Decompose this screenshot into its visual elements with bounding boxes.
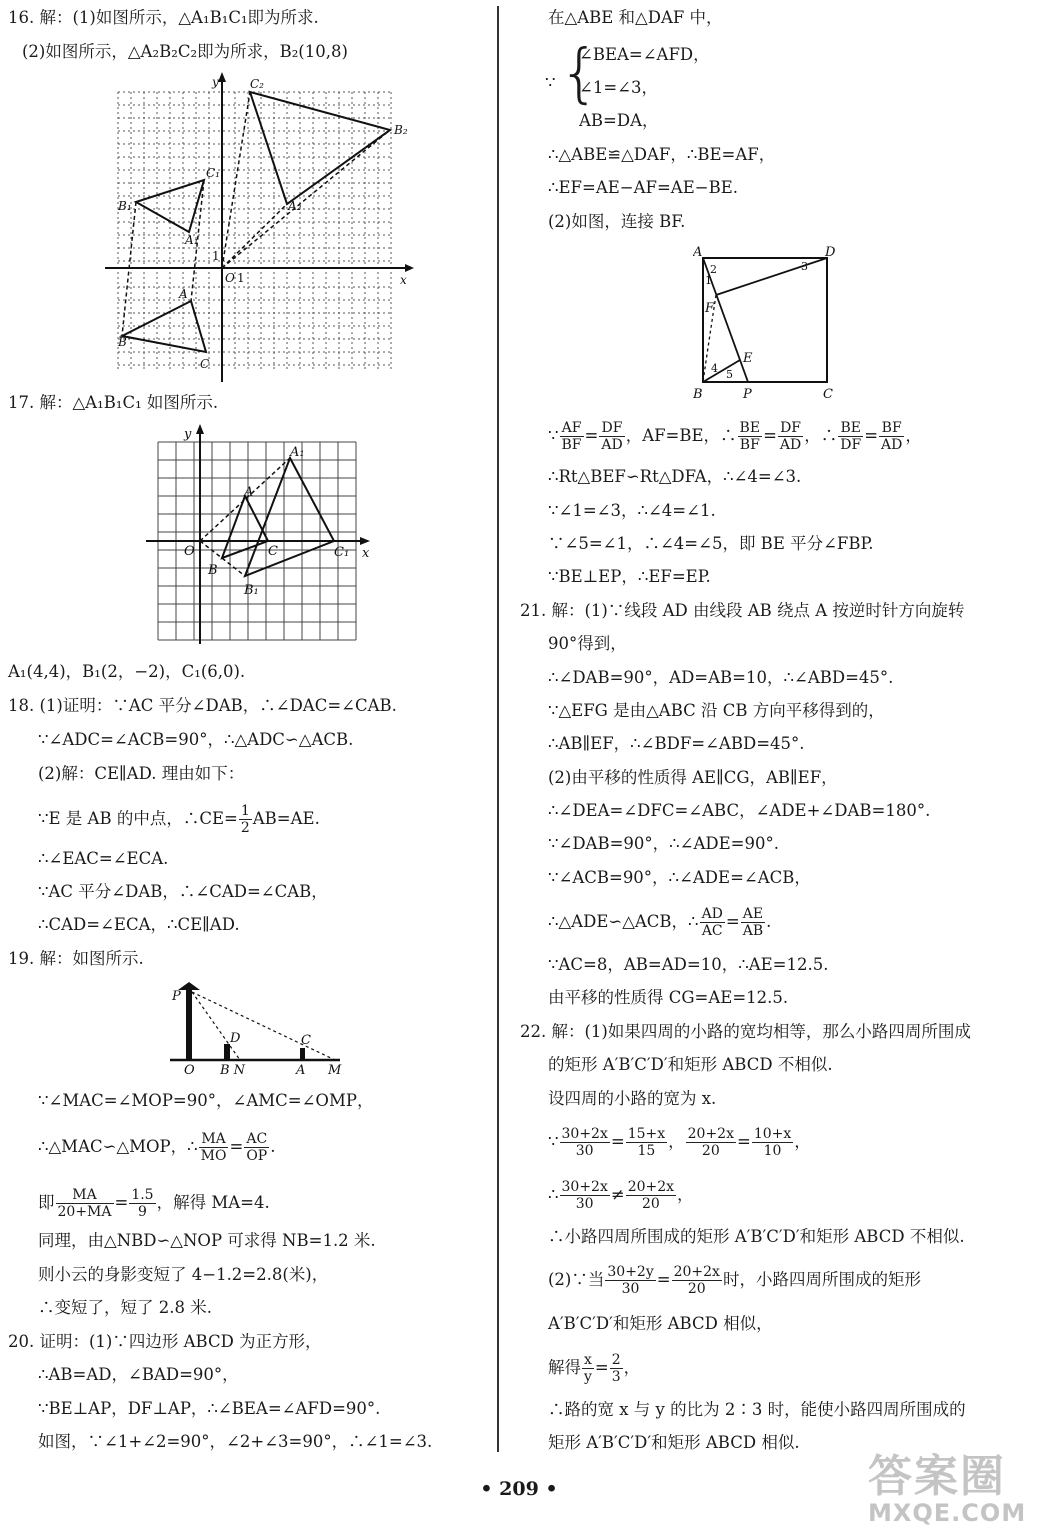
q18-line5: ∴∠EAC=∠ECA. (38, 849, 169, 868)
q21-line1: 21. 解：(1)∵线段 AD 由线段 AB 绕点 A 按逆时针方向旋转 (520, 601, 965, 620)
q20-label-a: A (693, 245, 703, 260)
q18-line6: ∵AC 平分∠DAB，∴∠CAD=∠CAB， (38, 882, 328, 901)
q22-l4-text-a: ∵ (548, 1132, 559, 1151)
q22-line3: 设四周的小路的宽为 x. (548, 1089, 717, 1108)
q21-f2-num: AE (741, 906, 765, 923)
q16-coordinate-grid-figure (100, 72, 420, 384)
q19-frac4-num: 1.5 (131, 1187, 154, 1203)
q18-line1: 18. (1)证明：∵AC 平分∠DAB，∴∠DAC=∠CAB. (8, 696, 397, 715)
q17-axes (146, 424, 370, 644)
q19-line1: 19. 解：如图所示. (8, 949, 144, 968)
q16-label-b2: B₂ (394, 123, 408, 137)
q19-label-bn: B N (220, 1063, 246, 1076)
q20-line1: 20. 证明：(1)∵四边形 ABCD 为正方形， (8, 1332, 322, 1351)
q21-l10-text-a: ∴△ADE∽△ACB，∴ (548, 912, 699, 931)
q18-fraction-half (239, 803, 252, 836)
q20-f2-den: AD (601, 437, 623, 453)
q22-l5-f1-num: 30+2x (561, 1179, 608, 1195)
q18-line4-text-a: ∵E 是 AB 的中点，∴CE= (38, 809, 238, 828)
q19-line4-text-a: 即 (38, 1193, 55, 1212)
q20-r8-mid: ，AF=BE，∴ (625, 426, 737, 445)
watermark-logo (868, 1451, 1028, 1530)
q22-l7-f1-num: 30+2y (607, 1264, 654, 1280)
q19-fraction-ac-op (244, 1131, 269, 1164)
q16-label-one: 1 (237, 271, 245, 285)
q16-label-a: A (179, 287, 188, 301)
q19-line3-eq: = (229, 1137, 244, 1156)
q17-label-b1: B₁ (244, 583, 259, 598)
q20-line3: ∵BE⊥AP，DF⊥AP，∴∠BEA=∠AFD=90°. (38, 1399, 381, 1418)
q17-labels (183, 427, 370, 598)
q22-l9-frac2 (610, 1352, 623, 1385)
q22-line11: 矩形 A′B′C′D′和矩形 ABCD 相似. (548, 1433, 800, 1452)
q21-line11: ∵AC=8，AB=AD=10，∴AE=12.5. (548, 955, 829, 974)
q22-l4-frac3 (686, 1126, 736, 1159)
q20-system-line2: ∠1=∠3， (579, 78, 658, 97)
q22-l9-f2-den: 3 (611, 1369, 621, 1385)
q22-l9-f1-num: x (582, 1352, 594, 1369)
q20-f4-num: DF (778, 420, 803, 437)
q21-line10 (548, 906, 771, 939)
q20-f6-num: BF (879, 420, 904, 437)
q19-shadow-figure (160, 978, 350, 1076)
watermark-chars: 答案圈 (868, 1451, 1006, 1502)
q20-f5-num: BE (838, 420, 863, 437)
q18-fraction-num: 1 (240, 803, 250, 819)
q19-person-b (224, 1044, 230, 1060)
q16-label-b: B (118, 335, 127, 349)
q20-label-c: C (823, 387, 833, 402)
q16-label-c: C (200, 357, 210, 371)
q22-l7-f2-den: 20 (687, 1281, 706, 1297)
q21-line2: 90°得到， (548, 634, 627, 653)
q21-f2-den: AB (742, 923, 764, 939)
q22-l9-eq: = (594, 1358, 609, 1377)
q22-line9 (548, 1352, 640, 1385)
q22-l9-text-b: ， (623, 1358, 641, 1377)
q16-line2: (2)如图所示，△A₂B₂C₂即为所求，B₂(10,8) (22, 42, 348, 61)
q17-label-a1: A₁ (290, 445, 305, 460)
q20-frac-bf-ad (879, 420, 904, 453)
q21-line5: ∴AB∥EF，∴∠BDF=∠ABD=45°. (548, 734, 805, 753)
q22-line7 (548, 1264, 921, 1297)
q22-l9-text-a: 解得 (548, 1358, 581, 1377)
q22-l5-f2-den: 20 (641, 1196, 660, 1212)
q21-l10-eq: = (725, 912, 740, 931)
q21-f1-num: AD (701, 906, 723, 922)
q22-l4-f1-den: 30 (575, 1143, 594, 1159)
q19-line7: ∴变短了，短了 2.8 米. (38, 1298, 212, 1317)
q16-line1: 16. 解：(1)如图所示，△A₁B₁C₁即为所求. (8, 8, 319, 27)
q20-frac-be-bf (738, 420, 763, 453)
q19-fraction-ma-sum (56, 1187, 114, 1220)
q16-label-x: x (400, 273, 407, 287)
q21-line7: ∴∠DEA=∠DFC=∠ABC，∠ADE+∠DAB=180°. (548, 801, 931, 820)
q17-label-b: B (208, 563, 218, 578)
q19-fraction-ma-mo (199, 1131, 229, 1164)
q22-l4-f3-den: 20 (701, 1143, 720, 1159)
q21-frac-ae-ab (741, 906, 765, 939)
q19-fraction-ratio (129, 1187, 155, 1220)
q20-right-line1: 在△ABE 和△DAF 中， (548, 8, 723, 27)
q20-f2-num: DF (599, 420, 624, 437)
q20-f3-num: BE (739, 420, 761, 436)
q20-label-d: D (825, 245, 836, 260)
q19-label-d: D (230, 1031, 241, 1046)
q21-line8: ∵∠DAB=90°，∴∠ADE=90°. (548, 834, 779, 853)
q20-r8-text-b: ， (905, 426, 922, 445)
q22-l4-text-b: ， (794, 1132, 811, 1151)
q20-right-line9: ∴Rt△BEF∽Rt△DFA，∴∠4=∠3. (548, 467, 802, 486)
q22-l4-f4-den: 10 (763, 1143, 782, 1159)
q19-line4-eq: = (114, 1193, 129, 1212)
q20-r8-eq3: = (864, 426, 879, 445)
q17-label-c: C (268, 544, 278, 559)
q18-fraction-den: 2 (240, 820, 250, 836)
q20-line2: ∴AB=AD，∠BAD=90°， (38, 1365, 239, 1384)
q19-label-a: A (296, 1063, 306, 1076)
q20-right-line12: ∵BE⊥EP，∴EF=EP. (548, 567, 711, 586)
q18-line4-text-b: AB=AE. (252, 809, 320, 828)
q22-l4-f2-num: 15+x (627, 1126, 666, 1142)
q20-frac-af-bf (560, 420, 584, 453)
q20-square-figure (693, 240, 843, 405)
q17-coordinate-grid-figure (140, 424, 375, 646)
q22-l7-frac2 (672, 1264, 722, 1297)
q20-r8-eq2: = (763, 426, 777, 445)
q22-l4-frac4 (752, 1126, 793, 1159)
q22-l4-frac1 (560, 1126, 610, 1159)
q21-f1-den: AC (701, 923, 723, 939)
q20-frac-be-df (838, 420, 863, 453)
q19-labels (171, 989, 342, 1076)
q18-line3: (2)解：CE∥AD. 理由如下： (38, 764, 245, 783)
q20-f1-num: AF (560, 420, 584, 437)
q21-line4: ∵△EFG 是由△ABC 沿 CB 方向平移得到的， (548, 701, 885, 720)
q20-label-p: P (743, 387, 752, 402)
q16-label-a1: A₁ (185, 233, 199, 247)
q19-person-a (300, 1048, 305, 1060)
q18-line4 (38, 803, 320, 836)
q22-l5-frac1 (560, 1179, 610, 1212)
q22-line4 (548, 1126, 811, 1159)
q20-lines (703, 258, 827, 382)
q20-f4-den: AD (779, 437, 802, 453)
q20-right-line10: ∵∠1=∠3，∴∠4=∠1. (548, 501, 716, 520)
q19-light-rays (192, 992, 335, 1060)
q16-label-o: O (225, 271, 235, 285)
q22-l9-f2-num: 2 (611, 1352, 621, 1368)
q19-line4-text-b: ，解得 MA=4. (156, 1193, 270, 1212)
q20-f5-den: DF (840, 437, 862, 453)
q20-label-f: F (705, 301, 715, 316)
q21-l10-text-b: . (766, 912, 772, 931)
q20-label-b: B (693, 387, 703, 402)
q22-l4-f3-num: 20+2x (687, 1126, 734, 1142)
q20-f1-den: BF (561, 437, 582, 453)
q22-l5-text-a: ∴ (548, 1185, 559, 1204)
q22-l7-eq: = (656, 1270, 671, 1289)
q22-line1: 22. 解：(1)如果四周的小路的宽均相等，那么小路四周所围成 (520, 1022, 971, 1041)
q20-r8-text-a: ∵ (548, 426, 559, 445)
q21-line9: ∵∠ACB=90°，∴∠ADE=∠ACB， (548, 868, 811, 887)
q19-label-m: M (328, 1063, 342, 1076)
q16-dashed-rays (122, 92, 390, 336)
q16-label-y: y (212, 75, 219, 89)
q22-l7-text-a: (2)∵当 (548, 1270, 605, 1289)
q22-l5-frac2 (626, 1179, 676, 1212)
q22-l7-f2-num: 20+2x (673, 1264, 720, 1280)
q22-l5-f1-den: 30 (575, 1196, 594, 1212)
q20-angle-5: 5 (726, 368, 733, 381)
q20-right-line8 (548, 420, 922, 453)
q20-angle-3: 3 (801, 260, 808, 273)
q16-label-c2: C₂ (250, 77, 264, 91)
q16-label-b1: B₁ (118, 199, 132, 213)
q19-frac1-den: MO (200, 1148, 227, 1164)
q20-because-symbol: ∵ (545, 73, 556, 92)
q19-lamp-post (178, 982, 200, 1060)
q20-system-line3: AB=DA， (579, 111, 659, 130)
q20-right-line7: (2)如图，连接 BF. (548, 212, 686, 231)
q22-l4-f2-den: 15 (637, 1143, 656, 1159)
q22-l9-f1-den: y (584, 1369, 592, 1385)
q22-l5-f2-num: 20+2x (627, 1179, 675, 1195)
q16-grid (118, 92, 391, 372)
q20-f3-den: BF (739, 437, 760, 453)
q19-frac2-num: AC (244, 1131, 269, 1148)
q19-line3-text-a: ∴△MAC∽△MOP，∴ (38, 1137, 198, 1156)
q22-l5-ne: ≠ (610, 1185, 625, 1204)
q16-label-c1: C₁ (206, 166, 220, 180)
q20-r8-mid2: ，∴ (804, 426, 838, 445)
q18-line7: ∴CAD=∠ECA，∴CE∥AD. (38, 915, 240, 934)
q22-l4-sep: ， (668, 1132, 685, 1151)
q22-line5 (548, 1179, 694, 1212)
q19-label-o: O (184, 1063, 195, 1076)
q22-line6: ∴小路四周所围成的矩形 A′B′C′D′和矩形 ABCD 不相似. (548, 1227, 965, 1246)
q18-line2: ∵∠ADC=∠ACB=90°，∴△ADC∽△ACB. (38, 730, 354, 749)
q20-system-line1: ∠BEA=∠AFD， (579, 45, 710, 64)
q22-l5-text-b: ， (677, 1185, 694, 1204)
q19-line3-text-b: . (270, 1137, 276, 1156)
q22-l4-f4-num: 10+x (753, 1126, 792, 1142)
q19-frac4-den: 9 (138, 1204, 147, 1220)
q16-label-one-y: 1 (212, 249, 220, 263)
q22-l7-f1-den: 30 (621, 1281, 640, 1297)
q20-brace: { (559, 37, 600, 111)
q20-right-line11: ∵∠5=∠1，∴∠4=∠5，即 BE 平分∠FBP. (548, 534, 874, 553)
watermark-site: MXQE.COM (868, 1499, 1027, 1527)
q19-line5: 同理，由△NBD∽△NOP 可求得 NB=1.2 米. (38, 1231, 376, 1250)
q20-frac-df-ad (599, 420, 624, 453)
q20-angle-2: 2 (710, 263, 717, 276)
q20-frac-df-ad-2 (778, 420, 803, 453)
q17-label-y: y (184, 427, 192, 442)
q19-frac3-den: 20+MA (57, 1204, 112, 1220)
q21-frac-ad-ac (700, 906, 725, 939)
q22-l7-frac1 (605, 1264, 655, 1297)
q20-label-e: E (743, 351, 753, 366)
q16-labels (117, 75, 408, 371)
q19-label-c: C (301, 1033, 311, 1048)
q22-line10: ∴路的宽 x 与 y 的比为 2∶3 时，能使小路四周所围成的 (548, 1400, 966, 1419)
q20-square (703, 258, 827, 382)
q22-l4-f1-num: 30+2x (561, 1126, 608, 1142)
q20-right-line5: ∴△ABE≌△DAF，∴BE=AF， (548, 145, 776, 164)
q21-line12: 由平移的性质得 CG=AE=12.5. (548, 988, 789, 1007)
q20-line4: 如图，∵∠1+∠2=90°，∠2+∠3=90°，∴∠1=∠3. (38, 1432, 433, 1451)
q19-line6: 则小云的身影变短了 4−1.2=2.8(米)， (38, 1265, 329, 1284)
column-divider (497, 6, 499, 1452)
q20-r8-eq1: = (584, 426, 599, 445)
q19-line4 (38, 1187, 270, 1220)
q20-angle-1: 1 (705, 274, 712, 287)
q19-line2: ∵∠MAC=∠MOP=90°，∠AMC=∠OMP， (38, 1091, 374, 1110)
q20-angle-4: 4 (711, 362, 718, 375)
page-number: • 209 • (480, 1478, 558, 1500)
q20-angle-labels (705, 260, 808, 381)
q22-l4-frac2 (626, 1126, 667, 1159)
q17-label-a: A (244, 485, 254, 500)
q21-line6: (2)由平移的性质得 AE∥CG，AB∥EF， (548, 768, 838, 787)
q17-label-x: x (362, 546, 370, 561)
q17-triangles (222, 458, 334, 576)
q19-frac3-num: MA (56, 1187, 114, 1204)
q16-label-a2: A₂ (288, 199, 302, 213)
q17-line2: A₁(4,4)，B₁(2，−2)，C₁(6,0). (8, 662, 246, 681)
q20-right-line6: ∴EF=AE−AF=AE−BE. (548, 178, 738, 197)
q22-line2: 的矩形 A′B′C′D′和矩形 ABCD 不相似. (548, 1055, 833, 1074)
q22-l7-text-b: 时，小路四周所围成的矩形 (722, 1270, 921, 1289)
q19-frac2-den: OP (246, 1148, 268, 1164)
q17-label-c1: C₁ (334, 545, 350, 560)
q19-frac1-num: MA (199, 1131, 229, 1148)
q22-line8: A′B′C′D′和矩形 ABCD 相似， (548, 1314, 773, 1333)
q19-line3 (38, 1131, 275, 1164)
q22-l4-eq1: = (610, 1132, 625, 1151)
q19-label-p: P (172, 989, 181, 1004)
q17-line1: 17. 解：△A₁B₁C₁ 如图所示. (8, 393, 219, 412)
q17-label-o: O (184, 544, 195, 559)
q20-f6-den: AD (881, 437, 903, 453)
q22-l9-frac1 (582, 1352, 594, 1385)
q21-line3: ∴∠DAB=90°，AD=AB=10，∴∠ABD=45°. (548, 668, 894, 687)
q22-l4-eq2: = (737, 1132, 751, 1151)
